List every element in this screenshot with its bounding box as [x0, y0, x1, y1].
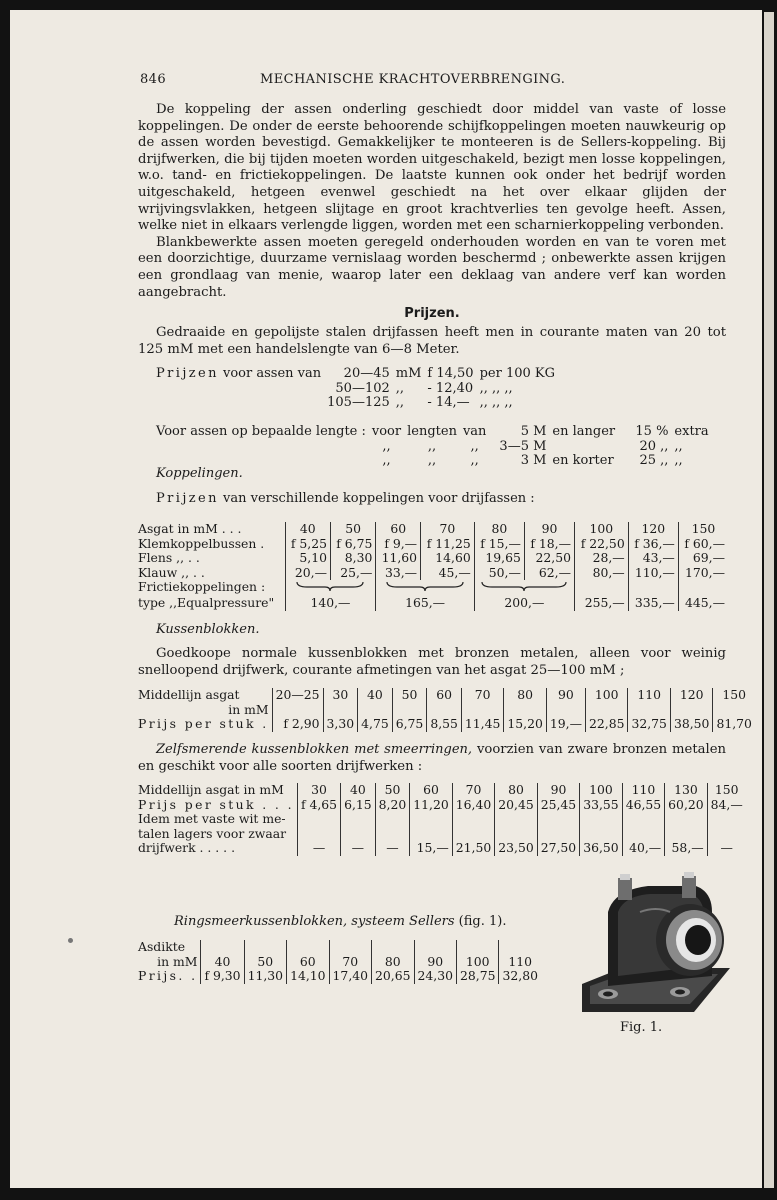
- sellers-fig-ref: (fig. 1).: [454, 914, 507, 929]
- bearing-price: 32,75: [628, 717, 670, 732]
- self-lub-size: 80: [495, 783, 537, 798]
- brace-cell: [474, 580, 574, 596]
- bearing-size: 70: [461, 688, 503, 717]
- idem-price: —: [341, 841, 376, 856]
- idem-price: 36,50: [580, 841, 622, 856]
- shaft-prices-prefix-rest: voor assen van: [218, 366, 322, 381]
- shaft-price: - 12,40: [427, 380, 474, 396]
- self-lub-size: 50: [375, 783, 410, 798]
- coupling-size: 40: [285, 522, 330, 537]
- idem-price: —: [375, 841, 410, 856]
- bearing-price: f 2,90: [272, 717, 323, 732]
- self-lubricating-heading: Zelfsmerende kussenblokken met smeerringen,: [156, 742, 473, 757]
- bearing-size: 120: [670, 688, 712, 717]
- brace-icon: [385, 580, 465, 592]
- friction-price: 140,—: [285, 596, 376, 611]
- self-lub-price: 25,45: [537, 798, 579, 813]
- couplings-table: [138, 522, 728, 611]
- bearing-price-label-text: Prijs per stuk .: [138, 716, 269, 732]
- friction-label: Frictiekoppelingen :: [138, 579, 266, 595]
- length-condition: [549, 440, 625, 455]
- length-extra: ,,: [674, 453, 683, 469]
- couplings-size-label: Asgat in mM . . .: [138, 521, 242, 536]
- sellers-size: 70: [329, 955, 371, 970]
- coupling-price: f 36,—: [628, 537, 678, 552]
- sellers-size: 100: [457, 955, 499, 970]
- bearing-size: 90: [546, 688, 585, 717]
- sellers-price: 20,65: [372, 969, 414, 984]
- shaft-prices-prefix: Prijzen: [156, 366, 219, 381]
- table-row: [138, 969, 541, 984]
- bearing-size: 40: [358, 688, 393, 717]
- friction-price: 445,—: [678, 596, 728, 611]
- sellers-heading: [174, 914, 574, 929]
- self-lub-price: 8,20: [375, 798, 410, 813]
- coupling-price: 69,—: [678, 551, 728, 566]
- coupling-price: 28,—: [575, 551, 629, 566]
- bearing-size: 100: [585, 688, 627, 717]
- length-word: ,,: [382, 438, 391, 454]
- paragraph-koppeling: De koppeling der assen onderling geschiedt door middel van vaste of losse koppelingen. De onder de eerste behoorende schijfkoppelingen moeten nauwkeurig op de assen worden bevestigd. Gemakkelijker te monteeren is de Sellers-koppeling. Bij drijfwerken, die bij tijden moeten worden uitgeschakeld, bezigt men losse koppelingen, w.o. tand- en frictiekoppelingen. De laatste kunnen ook onder het bedrijf worden uitgeschakeld, hetgeen evenwel geschiedt na het over elkaar glijden der wrijvingsvlakken, hetgeen slijtage en groot krachtverlies ten gevolge heeft. Assen, welke niet in elkaars verlengde liggen, worden met een scharnierkoppeling verbonden.: [138, 102, 726, 234]
- table-row: [138, 812, 746, 827]
- self-lubricating-table: [138, 783, 746, 856]
- bearing-price: 19,—: [546, 717, 585, 732]
- coupling-price: 11,60: [376, 551, 421, 566]
- bearings-table-block: [138, 687, 752, 732]
- brace-icon: [480, 580, 568, 592]
- self-lub-size: 30: [297, 783, 340, 798]
- self-lubricating-intro: [138, 742, 726, 775]
- bearing-price: 8,55: [427, 717, 462, 732]
- coupling-price: f 15,—: [474, 537, 524, 552]
- length-condition: en korter: [552, 453, 614, 469]
- intro-text: [138, 102, 726, 358]
- length-percent: 15 %: [635, 424, 669, 439]
- coupling-size: 100: [575, 522, 629, 537]
- length-word: ,,: [470, 453, 479, 469]
- shaft-price-list: [156, 367, 726, 411]
- bearing-price: 3,30: [323, 717, 358, 732]
- bearings-heading: Kussenblokken.: [156, 622, 260, 637]
- self-lub-price: 46,55: [622, 798, 664, 813]
- shaft-per: per 100 KG: [479, 366, 555, 381]
- couplings-intro-block: [156, 491, 744, 506]
- shaft-unit: ,,: [395, 380, 405, 396]
- self-lub-price: 16,40: [452, 798, 494, 813]
- table-row: [138, 551, 728, 566]
- self-lub-size: 60: [410, 783, 452, 798]
- sellers-price: 32,80: [499, 969, 541, 984]
- sellers-price: 24,30: [414, 969, 456, 984]
- table-row: [138, 717, 755, 732]
- self-lub-price: 84,—: [707, 798, 746, 813]
- sellers-size: 60: [287, 955, 329, 970]
- sellers-table: [138, 940, 541, 984]
- brace-cell: [285, 580, 376, 596]
- coupling-price: 20,—: [285, 566, 330, 581]
- idem-price: 27,50: [537, 841, 579, 856]
- self-lub-price: f 4,65: [297, 798, 340, 813]
- coupling-price: 62,—: [524, 566, 574, 581]
- coupling-price: 5,10: [285, 551, 330, 566]
- table-row: [138, 841, 746, 856]
- friction-price: 165,—: [376, 596, 474, 611]
- sellers-size-unit: in mM: [157, 953, 198, 969]
- coupling-price: 25,—: [330, 566, 375, 581]
- coupling-size: 150: [678, 522, 728, 537]
- length-word: ,,: [382, 453, 391, 469]
- table-row: [138, 688, 755, 703]
- length-condition: en langer: [552, 424, 616, 439]
- table-row: [138, 955, 541, 970]
- adjacent-page-edge: [764, 12, 774, 1188]
- sellers-size: 50: [244, 955, 286, 970]
- sellers-size: 40: [201, 955, 244, 970]
- coupling-price: f 6,75: [330, 537, 375, 552]
- couplings-intro-rest: van verschillende koppelingen voor drijfassen :: [218, 491, 535, 506]
- sellers-table-block: [138, 940, 568, 984]
- coupling-price: 80,—: [575, 566, 629, 581]
- length-value: 3—5 M: [499, 438, 547, 454]
- sellers-heading-text: Ringsmeerkussenblokken, systeem Sellers: [174, 914, 455, 929]
- length-word: van: [462, 424, 487, 439]
- idem-price: 21,50: [452, 841, 494, 856]
- bearings-intro-block: [138, 646, 726, 679]
- table-row: [156, 382, 558, 397]
- coupling-size: 80: [474, 522, 524, 537]
- coupling-price: 110,—: [628, 566, 678, 581]
- bearing-size: 110: [628, 688, 670, 717]
- bearing-size: 60: [427, 688, 462, 717]
- sellers-price: 14,10: [287, 969, 329, 984]
- coupling-size: 60: [376, 522, 421, 537]
- coupling-price: 33,—: [376, 566, 421, 581]
- length-word: ,,: [427, 438, 437, 454]
- shaft-price: f 14,50: [427, 366, 474, 381]
- sellers-heading-block: [174, 914, 574, 929]
- length-extras-table: [156, 425, 712, 469]
- bearing-size: 80: [504, 688, 546, 717]
- self-lubricating-intro-block: [138, 742, 726, 775]
- table-row: [138, 783, 746, 798]
- paper-speck: [68, 938, 73, 943]
- bearings-intro: Goedkoope normale kussenblokken met bronzen metalen, alleen voor weinig snelloopend drijfwerk, courante afmetingen van het asgat 25—100 mM ;: [138, 646, 726, 678]
- sellers-size: 90: [414, 955, 456, 970]
- table-row: [156, 396, 558, 411]
- idem-price: 15,—: [410, 841, 452, 856]
- friction-type-label: type ,,Equalpressure": [138, 594, 275, 610]
- coupling-price: f 9,—: [376, 537, 421, 552]
- length-extras-label: Voor assen op bepaalde lengte :: [156, 424, 366, 439]
- self-lub-size: 70: [452, 783, 494, 798]
- coupling-row-label: Klemkoppelbussen .: [138, 535, 265, 551]
- sellers-price: 17,40: [329, 969, 371, 984]
- length-value: 3 M: [520, 453, 547, 469]
- self-lub-size: 40: [341, 783, 376, 798]
- length-extras: [156, 425, 730, 469]
- paragraph-onderhoud: Blankbewerkte assen moeten geregeld onderhouden worden en van te voren met een doorzichtige, duurzame vernislaag worden beschermd ; onbewerkte assen krijgen een grondlaag van menie, waarop later een deklaag van andere verf kan worden aangebracht.: [138, 234, 726, 300]
- couplings-heading-block: [156, 466, 744, 481]
- shaft-range: 50—102: [335, 380, 390, 396]
- coupling-price: 45,—: [421, 566, 475, 581]
- sellers-price-label: [138, 969, 201, 984]
- idem-price: 58,—: [665, 841, 707, 856]
- idem-price: 40,—: [622, 841, 664, 856]
- bearing-price: 11,45: [461, 717, 503, 732]
- coupling-price: f 60,—: [678, 537, 728, 552]
- friction-price: 200,—: [474, 596, 574, 611]
- self-lub-price: 6,15: [341, 798, 376, 813]
- brace-icon: [295, 580, 365, 592]
- idem-price: 23,50: [495, 841, 537, 856]
- running-title: MECHANISCHE KRACHTOVERBRENGING.: [260, 72, 566, 87]
- coupling-price: f 18,—: [524, 537, 574, 552]
- table-row: [138, 522, 728, 537]
- shaft-unit: mM: [395, 366, 422, 381]
- bearing-price: 38,50: [670, 717, 712, 732]
- coupling-size: 90: [524, 522, 574, 537]
- bearing-size-unit: in mM: [228, 701, 269, 717]
- brace-cell: [376, 580, 474, 596]
- self-lub-price: 60,20: [665, 798, 707, 813]
- sellers-size-label: Asdikte: [138, 939, 186, 954]
- friction-price: 255,—: [575, 596, 629, 611]
- self-lub-price: 33,55: [580, 798, 622, 813]
- self-lubricating-table-block: [138, 782, 743, 856]
- self-lub-price-label-text: Prijs per stuk . . .: [138, 796, 294, 812]
- couplings-intro: [156, 491, 744, 506]
- coupling-price: 50,—: [474, 566, 524, 581]
- table-row: [138, 580, 728, 596]
- length-extra: extra: [674, 424, 709, 439]
- self-lub-price: 11,20: [410, 798, 452, 813]
- page-number: 846: [140, 72, 167, 87]
- self-lub-size-label: Middellijn asgat in mM: [138, 782, 284, 797]
- self-lub-price-label: [138, 798, 297, 813]
- section-heading-prijzen: Prijzen.: [404, 306, 460, 322]
- coupling-price: 170,—: [678, 566, 728, 581]
- bearing-price: 4,75: [358, 717, 393, 732]
- figure-caption: Fig. 1.: [620, 1020, 663, 1035]
- coupling-size: 120: [628, 522, 678, 537]
- bearing-size: 150: [713, 688, 755, 717]
- running-header: [140, 72, 726, 90]
- bearing-size: 20—25: [272, 688, 323, 717]
- table-row: [138, 798, 746, 813]
- coupling-price: 19,65: [474, 551, 524, 566]
- table-row: [138, 566, 728, 581]
- sellers-size: 110: [499, 955, 541, 970]
- length-percent: 20 ,,: [639, 438, 669, 454]
- bearing-price: 81,70: [713, 717, 755, 732]
- coupling-price: 14,60: [421, 551, 475, 566]
- bearing-price: 22,85: [585, 717, 627, 732]
- self-lub-size: 150: [707, 783, 746, 798]
- sellers-price: 28,75: [457, 969, 499, 984]
- table-row: [138, 940, 541, 955]
- idem-price: —: [707, 841, 746, 856]
- friction-price: 335,—: [628, 596, 678, 611]
- self-lub-size: 110: [622, 783, 664, 798]
- sellers-bearing-illustration: [578, 872, 732, 1016]
- idem-label: drijfwerk . . . . .: [138, 840, 236, 856]
- sellers-price: f 9,30: [201, 969, 244, 984]
- shaft-price-table: [156, 367, 558, 411]
- idem-label: talen lagers voor zwaar: [138, 825, 287, 841]
- table-row: [156, 425, 712, 440]
- coupling-price: 8,30: [330, 551, 375, 566]
- coupling-price: f 11,25: [421, 537, 475, 552]
- idem-label: Idem met vaste wit me-: [138, 811, 286, 827]
- couplings-intro-prefix: Prijzen: [156, 491, 219, 506]
- length-word: ,,: [427, 453, 437, 469]
- self-lub-price: 20,45: [495, 798, 537, 813]
- shaft-per: ,, ,, ,,: [479, 395, 513, 411]
- shaft-per: ,, ,, ,,: [479, 380, 513, 396]
- bearing-price-label: [138, 717, 272, 732]
- couplings-heading: Koppelingen.: [156, 466, 243, 481]
- bearing-size: 50: [392, 688, 427, 717]
- bearing-size-label: Middellijn asgat: [138, 687, 240, 702]
- length-word: lengten: [407, 424, 457, 439]
- couplings-table-block: [138, 522, 728, 611]
- sellers-price-label-text: Prijs. .: [138, 968, 198, 984]
- length-percent: 25 ,,: [639, 453, 669, 469]
- coupling-price: 22,50: [524, 551, 574, 566]
- table-row: [138, 827, 746, 842]
- coupling-row-label: Klauw ,, . .: [138, 564, 205, 580]
- table-row: [156, 440, 712, 455]
- length-word: ,,: [470, 438, 479, 454]
- length-word: voor: [371, 424, 402, 439]
- bearings-table: [138, 688, 755, 732]
- shaft-price: - 14,—: [427, 395, 470, 411]
- bearing-price: 6,75: [392, 717, 427, 732]
- shaft-range: 20—45: [343, 366, 390, 381]
- bearing-size: 30: [323, 688, 358, 717]
- self-lub-size: 90: [537, 783, 579, 798]
- idem-price: —: [297, 841, 340, 856]
- table-row: [138, 596, 728, 611]
- table-row: [156, 367, 558, 382]
- sellers-price: 11,30: [244, 969, 286, 984]
- shaft-unit: ,,: [395, 395, 405, 411]
- bearing-price: 15,20: [504, 717, 546, 732]
- paragraph-drijfassen: Gedraaide en gepolijste stalen drijfassen heeft men in courante maten van 20 tot 125 mM met een handelslengte van 6—8 Meter.: [138, 325, 726, 357]
- coupling-row-label: Flens ,, . .: [138, 550, 200, 566]
- self-lubricating-intro-rest: voorzien van zware bronzen metalen en geschikt voor alle soorten drijfwerken :: [138, 742, 726, 774]
- coupling-size: 50: [330, 522, 375, 537]
- length-extra: ,,: [674, 438, 683, 454]
- self-lub-size: 100: [580, 783, 622, 798]
- coupling-price: f 5,25: [285, 537, 330, 552]
- sellers-size: 80: [372, 955, 414, 970]
- shaft-range: 105—125: [327, 395, 390, 411]
- bearings-heading-block: [156, 622, 744, 637]
- self-lub-size: 130: [665, 783, 707, 798]
- coupling-price: 43,—: [628, 551, 678, 566]
- length-value: 5 M: [520, 424, 547, 439]
- table-row: [138, 537, 728, 552]
- coupling-price: f 22,50: [575, 537, 629, 552]
- coupling-size: 70: [421, 522, 475, 537]
